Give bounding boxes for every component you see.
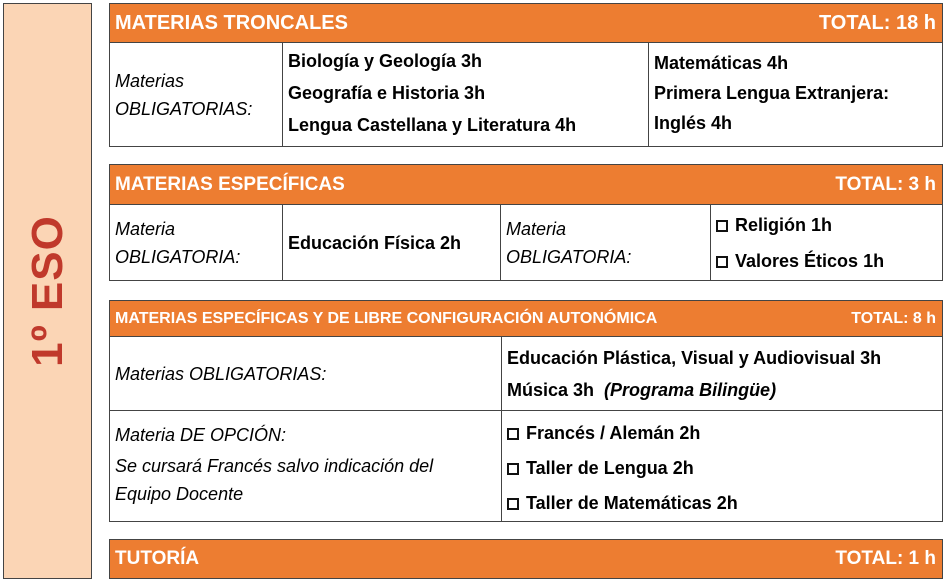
troncales-label-line1: Materias xyxy=(115,70,185,91)
checkbox-icon[interactable] xyxy=(716,220,728,232)
libre-opcion-options xyxy=(501,410,943,522)
troncales-subject: Inglés 4h xyxy=(654,113,733,133)
especificas-label2-line1: Materia xyxy=(506,218,567,239)
course-side-label xyxy=(3,3,92,579)
tutoria-total: TOTAL: 1 h xyxy=(835,548,936,569)
libre-subject: Educación Plástica, Visual y Audiovisual 3h xyxy=(507,347,882,368)
option-taller-lengua[interactable] xyxy=(507,451,937,486)
tutoria-title: TUTORÍA xyxy=(115,548,200,569)
especificas-label2-line2: OBLIGATORIA: xyxy=(506,246,632,267)
troncales-label-cell xyxy=(109,42,283,147)
libre-subject-musica xyxy=(507,374,937,406)
option-label: Valores Éticos 1h xyxy=(735,250,885,271)
option-frances-aleman[interactable] xyxy=(507,416,937,451)
libre-opcion-note: Se cursará Francés salvo indicación del xyxy=(115,456,434,476)
troncales-col1 xyxy=(282,42,649,147)
option-taller-matematicas[interactable] xyxy=(507,486,937,521)
especificas-header xyxy=(109,164,943,205)
troncales-header xyxy=(109,3,943,43)
especificas-subject-cell xyxy=(282,204,501,281)
libre-title: MATERIAS ESPECÍFICAS Y DE LIBRE CONFIGURACIÓN AUTONÓMICA xyxy=(115,309,658,327)
course-title: 1º ESO xyxy=(22,215,72,367)
option-label: Francés / Alemán 2h xyxy=(526,423,701,443)
especificas-label1-line1: Materia xyxy=(115,218,176,239)
libre-subject: Música 3h xyxy=(507,379,595,400)
libre-opcion-label-cell xyxy=(109,410,502,522)
especificas-subject: Educación Física 2h xyxy=(288,232,462,253)
libre-oblig-subjects xyxy=(501,336,943,411)
libre-subject-note: (Programa Bilingüe) xyxy=(604,379,777,400)
option-label: Religión 1h xyxy=(735,214,833,235)
especificas-title: MATERIAS ESPECÍFICAS xyxy=(115,173,345,195)
libre-opcion-note: Equipo Docente xyxy=(115,484,244,504)
troncales-subject: Lengua Castellana y Literatura 4h xyxy=(288,115,577,135)
option-valores-eticos[interactable] xyxy=(716,243,937,279)
especificas-label1-line2: OBLIGATORIA: xyxy=(115,246,241,267)
troncales-subject: Biología y Geología 3h xyxy=(288,51,483,71)
libre-oblig-label: Materias OBLIGATORIAS: xyxy=(115,363,327,384)
troncales-subject: Geografía e Historia 3h xyxy=(288,83,486,103)
libre-oblig-label-cell xyxy=(109,336,502,411)
libre-header xyxy=(109,300,943,337)
troncales-title: MATERIAS TRONCALES xyxy=(115,11,348,34)
especificas-options-cell xyxy=(710,204,943,281)
troncales-col2 xyxy=(648,42,943,147)
especificas-label2-cell xyxy=(500,204,711,281)
option-label: Taller de Matemáticas 2h xyxy=(526,493,738,513)
troncales-label-line2: OBLIGATORIAS: xyxy=(115,98,253,119)
option-religion[interactable] xyxy=(716,207,937,243)
especificas-label1-cell xyxy=(109,204,283,281)
checkbox-icon[interactable] xyxy=(507,428,519,440)
tutoria-header xyxy=(109,539,943,579)
checkbox-icon[interactable] xyxy=(716,256,728,268)
troncales-subject: Primera Lengua Extranjera: xyxy=(654,83,890,103)
especificas-total: TOTAL: 3 h xyxy=(835,173,936,195)
troncales-total: TOTAL: 18 h xyxy=(818,11,936,34)
option-label: Taller de Lengua 2h xyxy=(526,458,694,478)
checkbox-icon[interactable] xyxy=(507,463,519,475)
checkbox-icon[interactable] xyxy=(507,498,519,510)
libre-opcion-label: Materia DE OPCIÓN: xyxy=(115,425,287,445)
libre-total: TOTAL: 8 h xyxy=(851,309,936,327)
troncales-subject: Matemáticas 4h xyxy=(654,53,789,73)
